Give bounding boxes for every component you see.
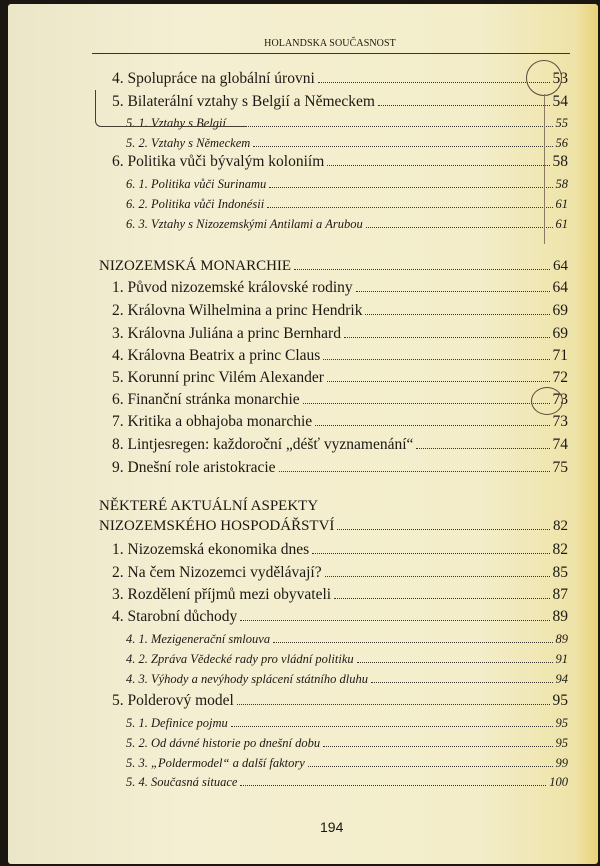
entry-title: 6. 3. Vztahy s Nizozemskými Antilami a Arubou: [126, 217, 363, 231]
dot-leader: [416, 448, 549, 449]
entry-title: 5. 2. Od dávné historie po dnešní dobu: [126, 736, 321, 750]
entry-page-number: 82: [553, 518, 568, 534]
toc-entry: [8, 70, 568, 88]
entry-title: 4. Starobní důchody: [112, 608, 238, 625]
entry-page-number: 72: [552, 369, 568, 386]
toc-entry: [8, 153, 568, 171]
dot-leader: [279, 471, 550, 472]
entry-page-number: 71: [552, 347, 568, 364]
dot-leader: [378, 105, 550, 106]
entry-page-number: 53: [552, 70, 568, 87]
entry-title: 5. Korunní princ Vilém Alexander: [112, 369, 324, 386]
dot-leader: [308, 766, 553, 767]
pen-circle-mark: [531, 387, 563, 415]
entry-page-number: 87: [552, 586, 568, 603]
dot-leader: [323, 746, 552, 747]
dot-leader: [312, 553, 549, 554]
toc-entry: [8, 413, 568, 431]
toc-section-heading: [8, 258, 568, 275]
dot-leader: [240, 785, 546, 786]
dot-leader: [327, 381, 550, 382]
dot-leader: [323, 359, 549, 360]
entry-page-number: 91: [555, 652, 568, 666]
entry-title: 9. Dnešní role aristokracie: [112, 459, 276, 476]
entry-title: 6. 1. Politika vůči Surinamu: [126, 177, 267, 191]
toc-subentry: [8, 672, 568, 687]
entry-title: 5. 4. Současná situace: [126, 775, 238, 789]
entry-title: 1. Původ nizozemské královské rodiny: [112, 279, 353, 296]
toc-subentry: [8, 136, 568, 151]
entry-title: 4. 2. Zpráva Vědecké rady pro vládní politiku: [126, 652, 354, 666]
dot-leader: [325, 576, 550, 577]
entry-page-number: 94: [555, 672, 568, 686]
dot-leader: [240, 620, 549, 621]
entry-page-number: 58: [552, 153, 568, 170]
toc-entry: [8, 436, 568, 454]
toc-subentry: [8, 217, 568, 232]
entry-page-number: 61: [555, 197, 568, 211]
entry-page-number: 61: [555, 217, 568, 231]
entry-title: 6. Finanční stránka monarchie: [112, 391, 300, 408]
entry-page-number: 95: [555, 736, 568, 750]
pen-circle-mark: [526, 60, 562, 96]
entry-page-number: 74: [552, 436, 568, 453]
dot-leader: [357, 662, 553, 663]
entry-page-number: 69: [552, 325, 568, 342]
toc-entry: [8, 541, 568, 559]
entry-page-number: 69: [552, 302, 568, 319]
entry-title: 5. 3. „Poldermodel“ a další faktory: [126, 756, 305, 770]
entry-page-number: 82: [552, 541, 568, 558]
toc-subentry: [8, 177, 568, 192]
entry-page-number: 100: [549, 775, 568, 789]
entry-title: NIZOZEMSKÁ MONARCHIE: [99, 258, 292, 274]
entry-page-number: 56: [555, 136, 568, 150]
entry-page-number: 64: [553, 258, 568, 274]
toc-entry: [8, 279, 568, 297]
entry-page-number: 73: [552, 413, 568, 430]
book-page: [8, 4, 598, 864]
dot-leader: [303, 403, 550, 404]
dot-leader: [237, 704, 550, 705]
dot-leader: [253, 146, 552, 147]
entry-page-number: 89: [552, 608, 568, 625]
toc-entry: [8, 564, 568, 582]
entry-title: 2. Na čem Nizozemci vydělávají?: [112, 564, 322, 581]
entry-title: 5. Polderový model: [112, 692, 234, 709]
pen-bracket-mark: [95, 90, 246, 127]
entry-title: 3. Rozdělení příjmů mezi obyvateli: [112, 586, 332, 603]
entry-page-number: 99: [555, 756, 568, 770]
dot-leader: [356, 291, 550, 292]
running-header: HOLANDSKA SOUČASNOST: [264, 38, 396, 49]
toc-subentry: [8, 197, 568, 212]
dot-leader: [273, 642, 552, 643]
toc-section-heading: [8, 518, 568, 535]
dot-leader: [269, 187, 552, 188]
dot-leader: [231, 726, 553, 727]
dot-leader: [315, 425, 549, 426]
toc-subentry: [8, 652, 568, 667]
entry-title: 8. Lintjesregen: každoroční „déšť vyznamenání“: [112, 436, 414, 453]
entry-title: 1. Nizozemská ekonomika dnes: [112, 541, 310, 558]
toc-entry: [8, 608, 568, 626]
toc-entry: [8, 347, 568, 365]
toc-subentry: [8, 716, 568, 731]
dot-leader: [327, 165, 549, 166]
entry-page-number: 89: [555, 632, 568, 646]
entry-page-number: 55: [555, 116, 568, 130]
dot-leader: [334, 598, 549, 599]
toc-entry: [8, 586, 568, 604]
entry-page-number: 54: [552, 93, 568, 110]
dot-leader: [294, 269, 550, 270]
entry-title: 4. 3. Výhody a nevýhody splácení státního dluhu: [126, 672, 368, 686]
entry-title: 6. Politika vůči bývalým koloniím: [112, 153, 325, 170]
entry-page-number: 85: [552, 564, 568, 581]
toc-entry: [8, 391, 568, 409]
toc-subentry: [8, 775, 568, 790]
dot-leader: [344, 337, 550, 338]
dot-leader: [337, 529, 550, 530]
entry-title: 7. Kritika a obhajoba monarchie: [112, 413, 313, 430]
toc-entry: [8, 459, 568, 477]
page-number: 194: [320, 819, 344, 835]
entry-title: 3. Královna Juliána a princ Bernhard: [112, 325, 341, 342]
pen-margin-line: [544, 94, 545, 244]
toc-entry: [8, 692, 568, 710]
toc-entry: [8, 302, 568, 320]
toc-section-heading: NĚKTERÉ AKTUÁLNÍ ASPEKTY: [99, 498, 319, 514]
entry-title: 5. 2. Vztahy s Německem: [126, 136, 251, 150]
entry-title: 6. 2. Politika vůči Indonésii: [126, 197, 265, 211]
dot-leader: [365, 314, 549, 315]
entry-page-number: 58: [555, 177, 568, 191]
entry-page-number: 95: [555, 716, 568, 730]
entry-page-number: 64: [552, 279, 568, 296]
entry-title: NIZOZEMSKÉHO HOSPODÁŘSTVÍ: [99, 518, 335, 534]
entry-title: 5. Bilaterální vztahy s Belgií a Německem: [112, 93, 375, 110]
toc-entry: [8, 369, 568, 387]
entry-title: 5. 1. Vztahy s Belgií: [126, 116, 226, 130]
dot-leader: [267, 207, 552, 208]
entry-page-number: 75: [552, 459, 568, 476]
dot-leader: [371, 682, 553, 683]
dot-leader: [366, 227, 553, 228]
entry-page-number: 73: [552, 391, 568, 408]
toc-entry: [8, 325, 568, 343]
entry-title: 2. Královna Wilhelmina a princ Hendrik: [112, 302, 363, 319]
dot-leader: [318, 82, 550, 83]
dot-leader: [229, 126, 553, 127]
entry-title: 4. Královna Beatrix a princ Claus: [112, 347, 321, 364]
entry-title: 5. 1. Definice pojmu: [126, 716, 228, 730]
toc-subentry: [8, 632, 568, 647]
toc-entry: [8, 93, 568, 111]
entry-page-number: 95: [552, 692, 568, 709]
toc-subentry: [8, 736, 568, 751]
header-rule: [92, 53, 570, 54]
entry-title: 4. 1. Mezigenerační smlouva: [126, 632, 271, 646]
toc-subentry: [8, 756, 568, 771]
toc-subentry: [8, 116, 568, 131]
entry-title: 4. Spolupráce na globální úrovni: [112, 70, 315, 87]
